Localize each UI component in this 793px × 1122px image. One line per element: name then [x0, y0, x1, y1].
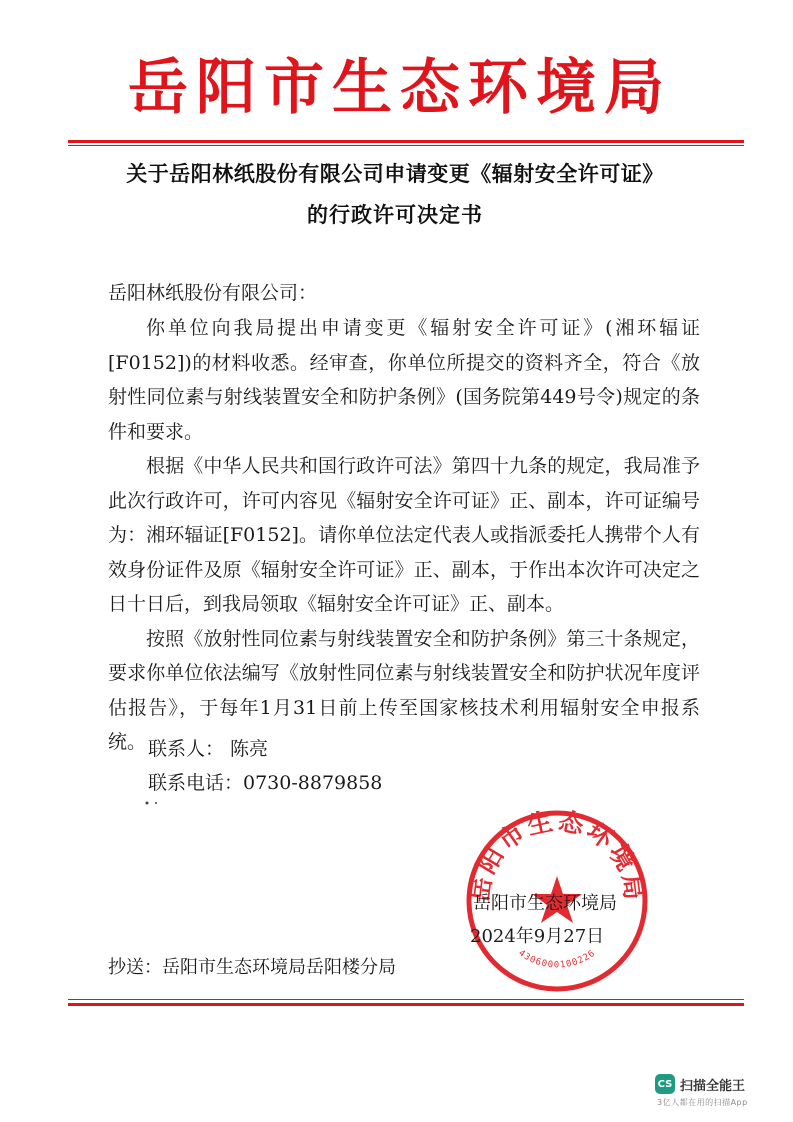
document-title-line2: 的行政许可决定书	[307, 203, 483, 227]
addressee: 岳阳林纸股份有限公司：	[108, 282, 318, 304]
scanner-tagline: 3亿人都在用的扫描App	[657, 1098, 748, 1107]
signature-date: 2024年9月27日	[470, 926, 605, 947]
document-title-line1: 关于岳阳林纸股份有限公司申请变更《辐射安全许可证》	[126, 162, 664, 186]
scanner-app-name: 扫描全能王	[680, 1078, 746, 1094]
paragraph-1: 你单位向我局提出申请变更《辐射安全许可证》(湘环辐证[F0152])的材料收悉。经审查，你单位所提交的资料齐全，符合《放射性同位素与射线装置安全和防护条例》(国务院第449号令)规定的条件和要求。	[108, 317, 700, 443]
scanner-watermark	[655, 1074, 775, 1108]
contact-person: 联系人： 陈亮	[148, 738, 269, 760]
paragraph-2: 根据《中华人民共和国行政许可法》第四十九条的规定，我局准予此次行政许可，许可内容见《辐射安全许可证》正、副本，许可证编号为：湘环辐证[F0152]。请你单位法定代表人或指派委托人携带个人有效身份证件及原《辐射安全许可证》正、副本，于作出本次许可决定之日十日后，到我局领取《辐射安全许可证》正、副本。	[108, 455, 700, 615]
seal-text: 岳阳市生态环境局	[464, 806, 650, 905]
seal-number: 4306000100226	[516, 948, 598, 971]
org-header-title: 岳阳市生态环境局	[128, 53, 672, 123]
cc-line: 抄送：岳阳市生态环境局岳阳楼分局	[108, 957, 396, 978]
paragraph-3: 按照《放射性同位素与射线装置安全和防护条例》第三十条规定，要求你单位依法编写《放射性同位素与射线装置安全和防护状况年度评估报告》，于每年1月31日前上传至国家核技术利用辐射安全申报系统。	[108, 627, 700, 753]
camscanner-icon: CS	[655, 1074, 675, 1094]
signature-org: 岳阳市生态环境局	[473, 893, 617, 914]
contact-phone: 联系电话：0730-8879858	[148, 772, 383, 794]
